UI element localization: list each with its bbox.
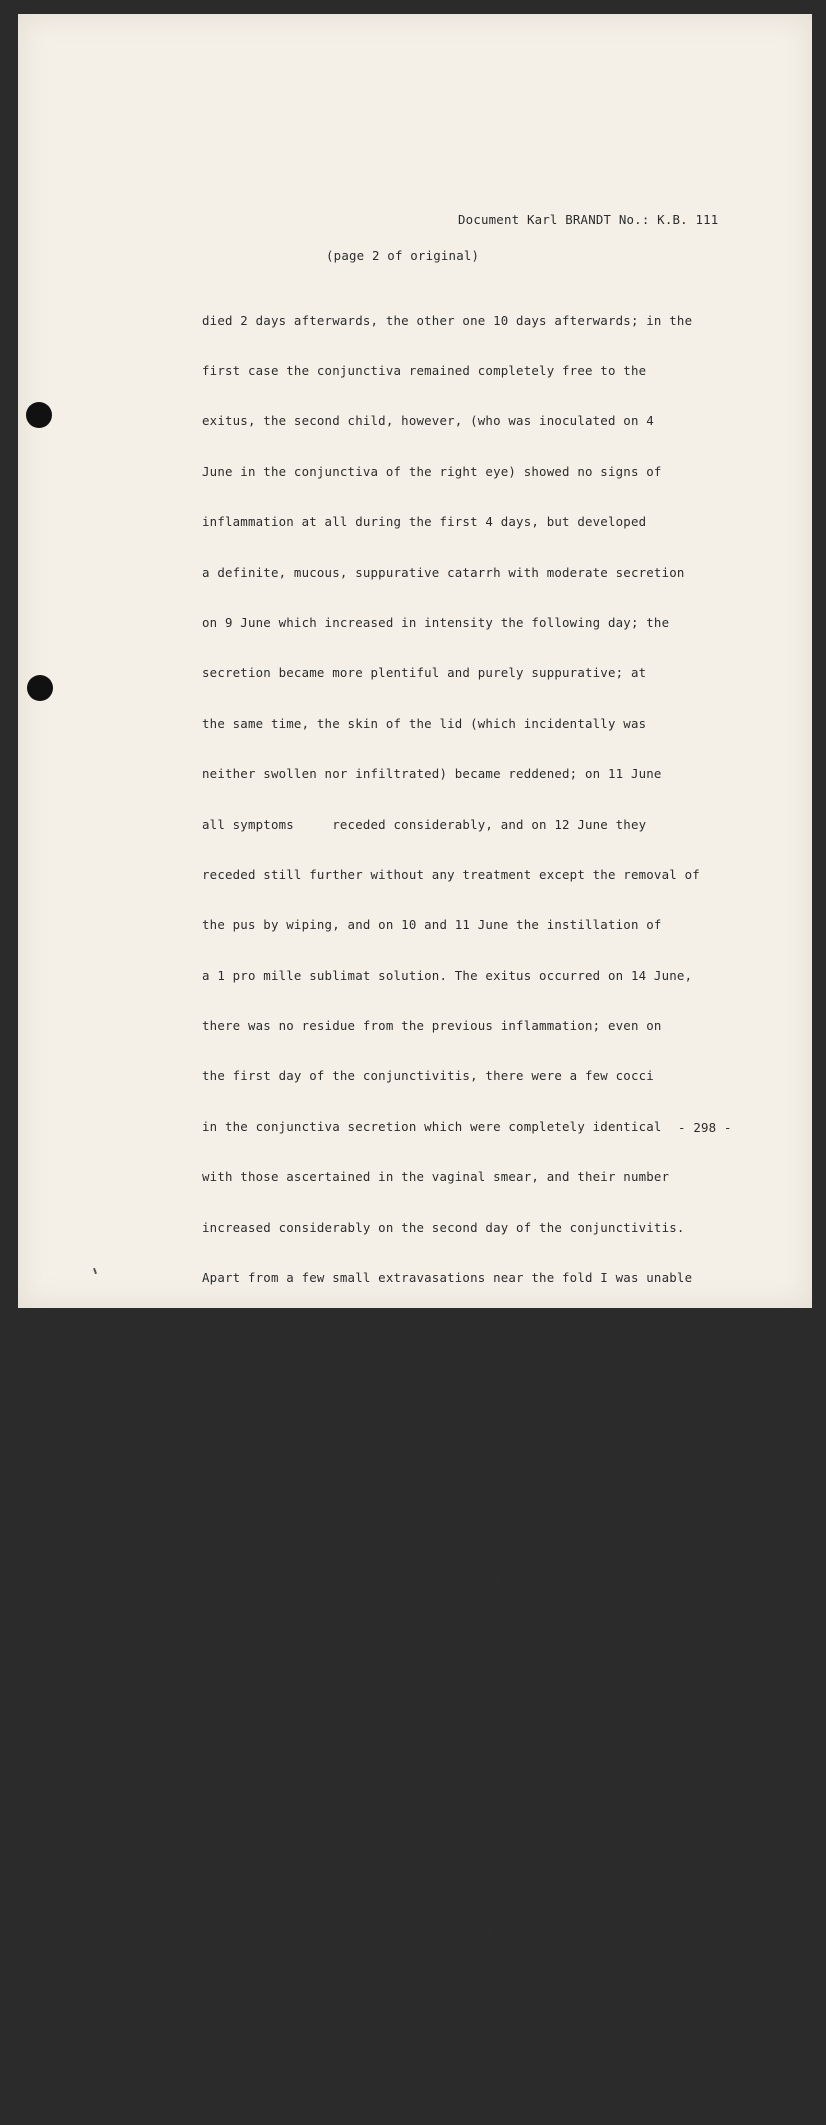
punch-hole: [26, 402, 52, 428]
document-page: [18, 14, 812, 2090]
text-line: of the corpse; microscopic examination of the conjunctiva,: [202, 1370, 647, 1386]
text-line: infecting, noxious agent into the liquid or morphological components,: [202, 2024, 731, 2040]
text-line: with those ascertained in the vaginal smear, and their number: [202, 1169, 670, 1185]
body-text: [202, 279, 731, 2125]
text-line: the same time, the skin of the lid (which incidentally was: [202, 715, 647, 731]
text-line: measures were taken, and no symptoms of conjunctivitis appeared: [202, 1622, 685, 1638]
text-line: the vaginal secretions which were brought into contact with the: [202, 1872, 685, 1888]
punch-hole: [27, 675, 53, 701]
page-of-original-note: (page 2 of original): [326, 248, 480, 263]
text-line: a 1 pro mille sublimat solution. The exitus occurred on 14 June,: [202, 967, 693, 983]
text-line: room.: [202, 1723, 241, 1739]
text-line: especially in the already described cocci of the vaginal: [202, 2074, 631, 2090]
text-line: to determine any pathological symptoms on the conjunctiva: [202, 1320, 639, 1336]
text-line: exitus, the second child, however, (who was inoculated on 4: [202, 413, 654, 429]
text-line: increased considerably on the second day of the conjunctivitis.: [202, 1219, 685, 1235]
text-line: receded still further without any treatment except the removal of: [202, 866, 700, 882]
text-line: a definite, mucous, suppurative catarrh with moderate secretion: [202, 564, 685, 580]
text-line: showed no signs of inflammation even though no protective: [202, 1572, 647, 1588]
text-line: acute conjunctivitis. The next step would be to transfer the: [202, 1973, 662, 1989]
text-line: absence of micro-organisms and especially of characteristic: [202, 1471, 654, 1487]
text-line: conjunctiva must be held responsible for the formation of this: [202, 1923, 677, 1939]
text-line: secretion became more plentiful and purely suppurative; at: [202, 665, 647, 681]
text-line: inflammation at all during the first 4 days, but developed: [202, 514, 647, 530]
text-line: neither swollen nor infiltrated) became reddened; on 11 June: [202, 766, 662, 782]
text-line: there was no residue from the previous inflammation; even on: [202, 1018, 662, 1034]
page-number: - 298 -: [678, 1120, 732, 1135]
text-line: died 2 days afterwards, the other one 10 days afterwards; in the: [202, 312, 693, 328]
text-line: Apart from a few small extravasations near the fold I was unable: [202, 1270, 693, 1286]
text-line: After this positive result of the experiment there can be no doubt th: [202, 1822, 731, 1838]
text-line: hardened in alcohol, showed on Gram stained sections a general: [202, 1421, 677, 1437]
text-line: the pus by wiping, and on 10 and 11 June the instillation of: [202, 917, 662, 933]
text-line: either on the child's nurse or on other children in the same: [202, 1673, 662, 1689]
text-line: all symptoms receded considerably, and on 12 June they: [202, 816, 647, 832]
text-line: June in the conjunctiva of the right eye) showed no signs of: [202, 463, 662, 479]
document-reference: Document Karl BRANDT No.: K.B. 111: [458, 212, 719, 227]
text-line: first case the conjunctiva remained completely free to the: [202, 362, 647, 378]
paragraph-gap: [202, 1774, 731, 1789]
text-line: the first day of the conjunctivitis, there were a few cocci: [202, 1068, 654, 1084]
text-line: on 9 June which increased in intensity the following day; the: [202, 614, 670, 630]
text-line: in the conjunctiva secretion which were completely identical: [202, 1118, 662, 1134]
text-line: cocci in the conjunction tissue. The non-inoculated eye: [202, 1521, 624, 1537]
